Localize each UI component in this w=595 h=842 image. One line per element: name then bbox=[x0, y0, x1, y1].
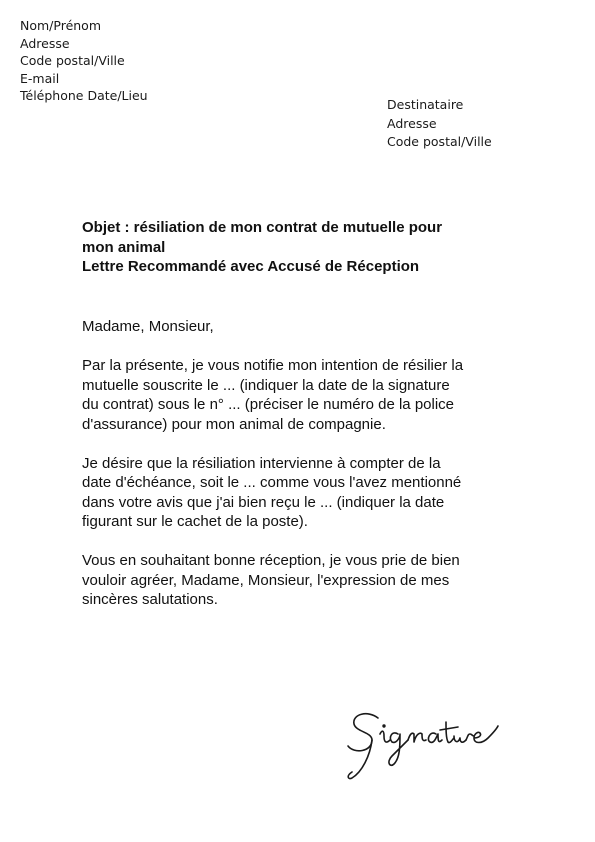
subject-block bbox=[82, 218, 502, 277]
sender-phone-date-place: Téléphone Date/Lieu bbox=[20, 88, 148, 103]
recipient-address: Adresse bbox=[387, 115, 437, 131]
paragraph-line: du contrat) sous le n° ... (préciser le numéro de la police bbox=[82, 396, 455, 413]
paragraph-notice bbox=[82, 356, 522, 434]
paragraph-line: dans votre avis que j'ai bien reçu le ... (indiquer la date bbox=[82, 493, 445, 511]
recipient-block bbox=[387, 96, 492, 152]
paragraph-line: Vous en souhaitant bonne réception, je vous prie de bien bbox=[82, 552, 460, 569]
paragraph-closing bbox=[82, 551, 522, 610]
paragraph-line: Je désire que la résiliation intervienne à compter de la bbox=[82, 454, 441, 472]
paragraph-line: figurant sur le cachet de la poste). bbox=[82, 513, 308, 530]
recipient-postal-city: Code postal/Ville bbox=[387, 134, 492, 149]
paragraph-effective-date bbox=[82, 454, 522, 532]
sender-address: Adresse bbox=[20, 35, 70, 51]
sender-block bbox=[20, 17, 148, 105]
paragraph-line: d'assurance) pour mon animal de compagnie. bbox=[82, 415, 386, 433]
paragraph-line: vouloir agréer, Madame, Monsieur, l'expression de mes bbox=[82, 571, 450, 589]
recipient-name: Destinataire bbox=[387, 97, 464, 112]
paragraph-line: sincères salutations. bbox=[82, 591, 218, 608]
sender-name: Nom/Prénom bbox=[20, 18, 102, 33]
subject-line-1: Objet : résiliation de mon contrat de mutuelle pour bbox=[82, 219, 443, 236]
salutation bbox=[82, 317, 522, 337]
sender-postal-city: Code postal/Ville bbox=[20, 53, 125, 68]
paragraph-line: date d'échéance, soit le ... comme vous l'avez mentionné bbox=[82, 474, 462, 491]
paragraph-line: Par la présente, je vous notifie mon intention de résilier la bbox=[82, 357, 464, 374]
salutation-text: Madame, Monsieur, bbox=[82, 318, 214, 335]
paragraph-line: mutuelle souscrite le ... (indiquer la date de la signature bbox=[82, 376, 450, 394]
sender-email: E-mail bbox=[20, 70, 60, 86]
subject-line-2: mon animal bbox=[82, 238, 166, 256]
letter-body bbox=[82, 317, 522, 629]
handwritten-signature bbox=[342, 700, 502, 784]
subject-line-3: Lettre Recommandé avec Accusé de Réception bbox=[82, 258, 420, 275]
